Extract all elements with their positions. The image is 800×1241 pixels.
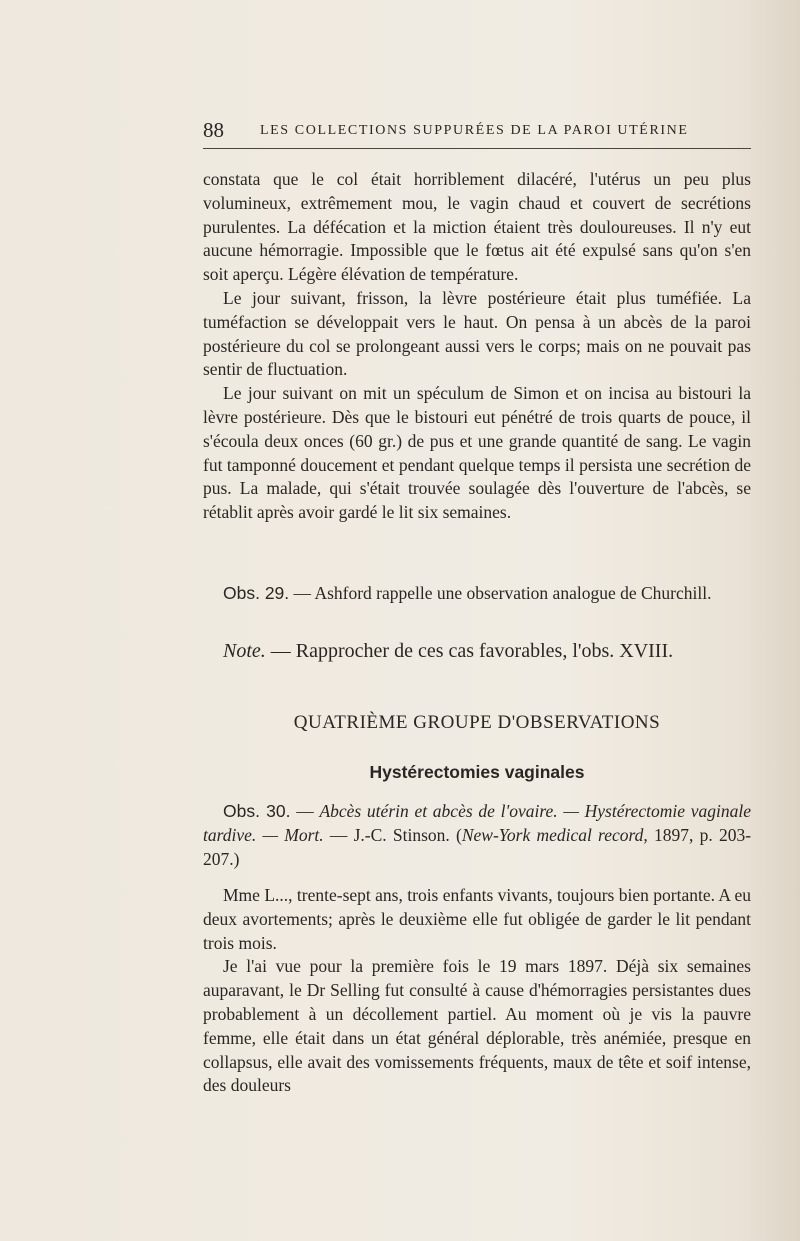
running-title: LES COLLECTIONS SUPPURÉES DE LA PAROI UTÉRINE: [260, 123, 689, 138]
observation-label: Obs. 29.: [223, 583, 290, 603]
case-report: [203, 884, 751, 1098]
observation-29: [203, 582, 751, 606]
section-subheading: [203, 762, 751, 783]
observation-title: Abcès utérin et abcès de l'ovaire. — Hystérectomie vaginale tardive. — Mort.: [203, 801, 752, 845]
journal-reference: 1897, p. 203-207.): [203, 824, 752, 869]
paragraph-continuation: [203, 168, 751, 525]
paragraph: Mme L..., trente-sept ans, trois enfants vivants, toujours bien portante. A eu deux avortements; après le deuxième elle fut obligée de garder le lit pendant trois mois.: [203, 885, 751, 953]
running-header: [203, 118, 751, 149]
section-title: QUATRIÈME GROUPE D'OBSERVATIONS: [293, 712, 661, 733]
paragraph: constata que le col était horriblement dilacéré, l'utérus un peu plus volumineux, extrêmement mou, le vagin chaud et couvert de secrétions purulentes. La défécation et la miction étaient très douloureuses. Il n'y eut aucune hémorragie. Impossible que le fœtus ait été expulsé sans qu'on s'en soit aperçu. Légère élévation de température.: [203, 169, 751, 285]
observation-text: — Ashford rappelle une observation analogue de Churchill.: [289, 583, 712, 603]
note: [203, 638, 751, 664]
journal-name: New-York medical record,: [461, 824, 648, 845]
note-label: Note.: [223, 640, 266, 662]
note-text: — Rapprocher de ces cas favorables, l'obs. XVIII.: [265, 640, 674, 662]
section-heading: [203, 712, 751, 734]
observation-dash: —: [290, 801, 320, 821]
observation-label: Obs. 30.: [223, 801, 291, 821]
paragraph: Je l'ai vue pour la première fois le 19 mars 1897. Déjà six semaines auparavant, le Dr Selling fut consulté à cause d'hémorragies persistantes dues probablement à un décollement partiel. Au moment où je vis la pauvre femme, elle était dans un état général déplorable, très anémiée, presque en collapsus, elle avait des vomissements fréquents, maux de tête et soif intense, des douleurs: [203, 956, 751, 1096]
section-subtitle: Hystérectomies vaginales: [369, 762, 585, 782]
observation-author: — J.-C. Stinson. (: [323, 824, 462, 845]
paragraph: Le jour suivant on mit un spéculum de Simon et on incisa au bistouri la lèvre postérieure. Dès que le bistouri eut pénétré de trois quarts de pouce, il s'écoula deux onces (60 gr.) de pus et une grande quantité de sang. Le vagin fut tamponné doucement et pendant quelque temps il persista une secrétion de pus. La malade, qui s'était trouvée soulagée dès l'ouverture de l'abcès, se rétablit après avoir gardé le lit six semaines.: [203, 383, 751, 523]
observation-30: [203, 800, 751, 871]
page-number: 88: [203, 118, 224, 142]
paragraph: Le jour suivant, frisson, la lèvre postérieure était plus tuméfiée. La tuméfaction se développait vers le haut. On pensa à un abcès de la paroi postérieure du col se prolongeant aussi vers le corps; mais on ne pouvait pas sentir de fluctuation.: [203, 287, 751, 380]
